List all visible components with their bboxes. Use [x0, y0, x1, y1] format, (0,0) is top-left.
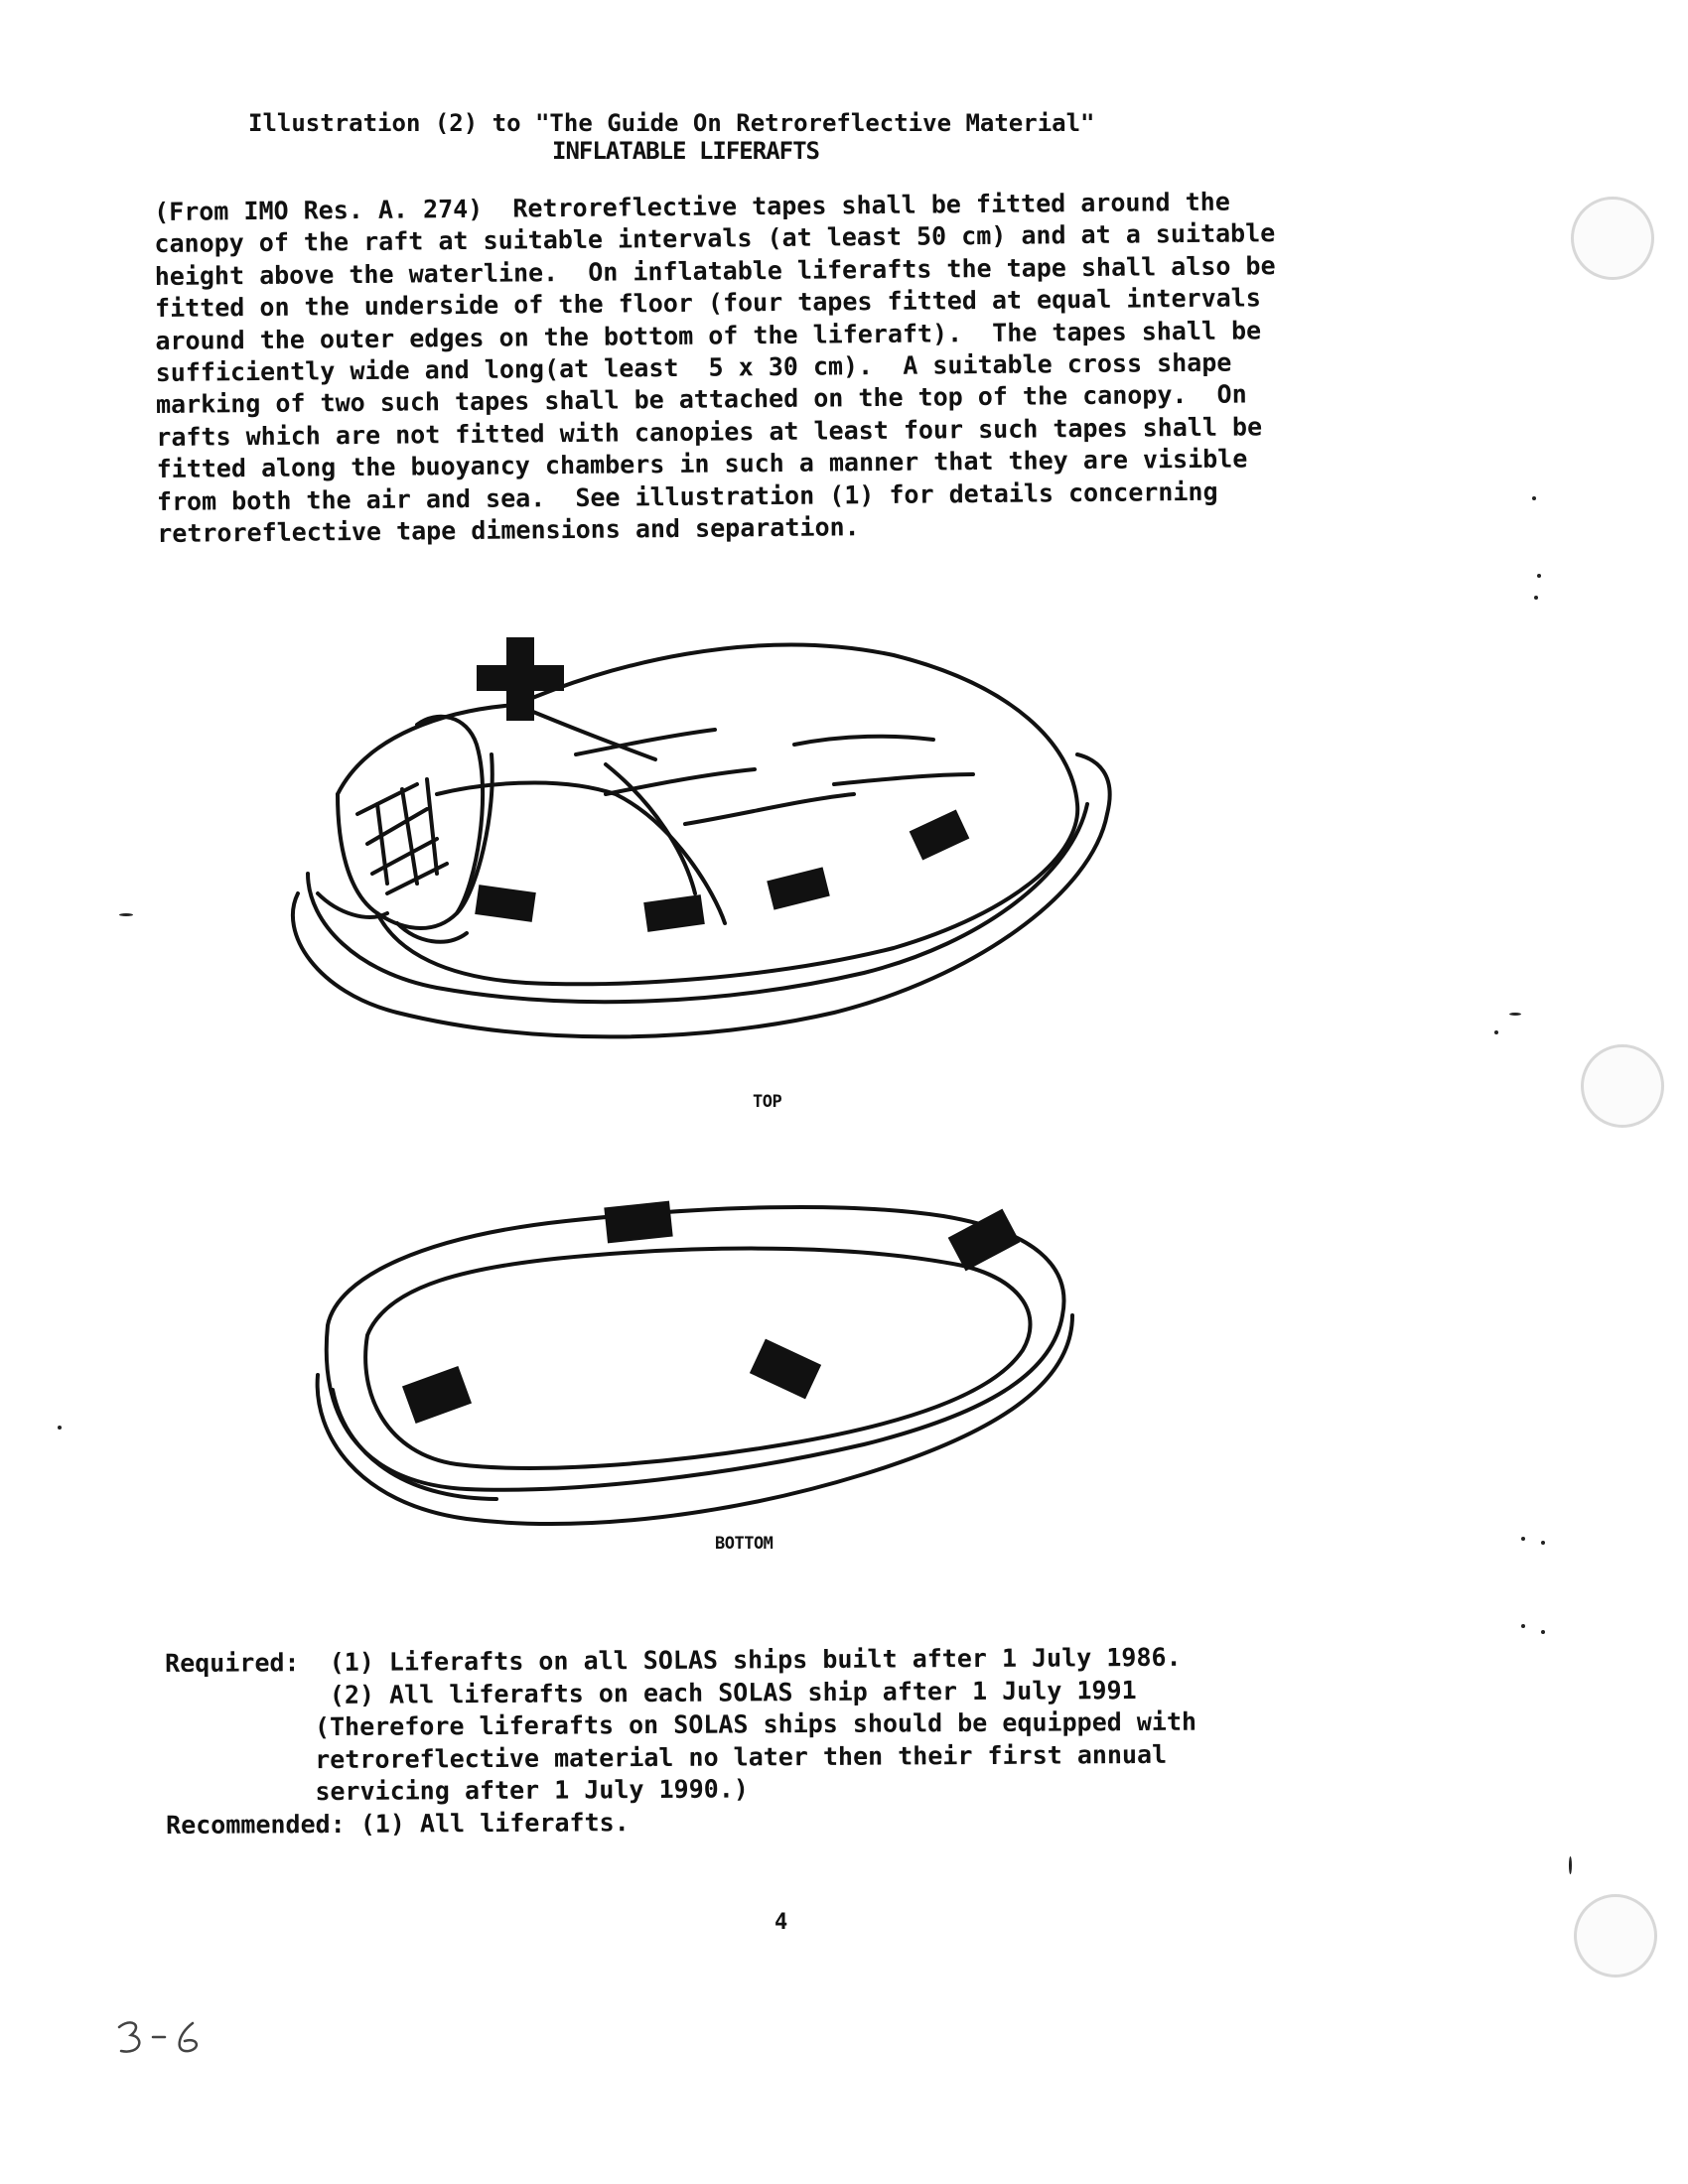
note-line: servicing after 1 July 1990.) [315, 1774, 749, 1807]
body-line: canopy of the raft at suitable intervals (at least 50 cm) and at a suitable [154, 218, 1276, 259]
body-paragraph [154, 185, 1348, 550]
body-line: (From IMO Res. A. 274) Retroreflective tapes shall be fitted around the [154, 187, 1230, 226]
liferaft-top-illustration [278, 596, 1132, 1062]
scan-speck [1494, 1030, 1498, 1034]
recommended-line [166, 1803, 1357, 1843]
scan-speck [1534, 596, 1538, 600]
binder-hole [1571, 197, 1654, 280]
body-line: height above the waterline. On inflatable liferafts the tape shall also be [154, 250, 1276, 291]
scan-speck [1521, 1537, 1525, 1541]
required-item: (2) All liferafts on each SOLAS ship after 1 July 1991 [329, 1675, 1137, 1709]
body-line: fitted on the underside of the floor (four tapes fitted at equal intervals [154, 283, 1261, 324]
binder-hole [1574, 1894, 1657, 1978]
page-number: 4 [774, 1910, 788, 1935]
handwritten-note [111, 2015, 220, 2065]
scan-speck [1521, 1624, 1525, 1628]
note-line: retroreflective material no later then their first annual [315, 1739, 1168, 1774]
requirements-section [165, 1641, 1357, 1843]
recommended-item: (1) All liferafts. [359, 1808, 630, 1839]
body-line: around the outer edges on the bottom of the liferaft). The tapes shall be [155, 315, 1262, 355]
body-line: rafts which are not fitted with canopies at least four such tapes shall be [156, 412, 1263, 452]
figure-label-top: TOP [753, 1092, 782, 1112]
scan-speck [1532, 496, 1536, 500]
scan-speck [1509, 1013, 1521, 1016]
required-label: Required: [165, 1648, 300, 1678]
recommended-label: Recommended: [166, 1809, 346, 1840]
document-title: Illustration (2) to "The Guide On Retroreflective Material" [248, 109, 1095, 137]
body-line: retroreflective tape dimensions and separation. [157, 512, 860, 549]
scan-speck [1541, 1630, 1545, 1634]
note-line: (Therefore liferafts on SOLAS ships should be equipped with [314, 1706, 1197, 1742]
figure-label-bottom: BOTTOM [715, 1534, 774, 1554]
liferaft-bottom-illustration [308, 1176, 1082, 1554]
scan-speck [1541, 1541, 1545, 1545]
body-line: fitted along the buoyancy chambers in such a manner that they are visible [156, 444, 1248, 484]
body-line: from both the air and sea. See illustration (1) for details concerning [156, 477, 1218, 516]
scan-speck [58, 1426, 62, 1430]
document-subtitle: INFLATABLE LIFERAFTS [552, 137, 819, 165]
body-line: sufficiently wide and long(at least 5 x 30 cm). A suitable cross shape [155, 347, 1232, 388]
scan-speck [1537, 574, 1541, 578]
scan-speck [1569, 1856, 1572, 1874]
required-item: (1) Liferafts on all SOLAS ships built after 1 July 1986. [329, 1642, 1182, 1677]
body-line: marking of two such tapes shall be attached on the top of the canopy. On [155, 379, 1247, 420]
binder-hole [1581, 1044, 1664, 1128]
scan-speck [119, 913, 133, 916]
